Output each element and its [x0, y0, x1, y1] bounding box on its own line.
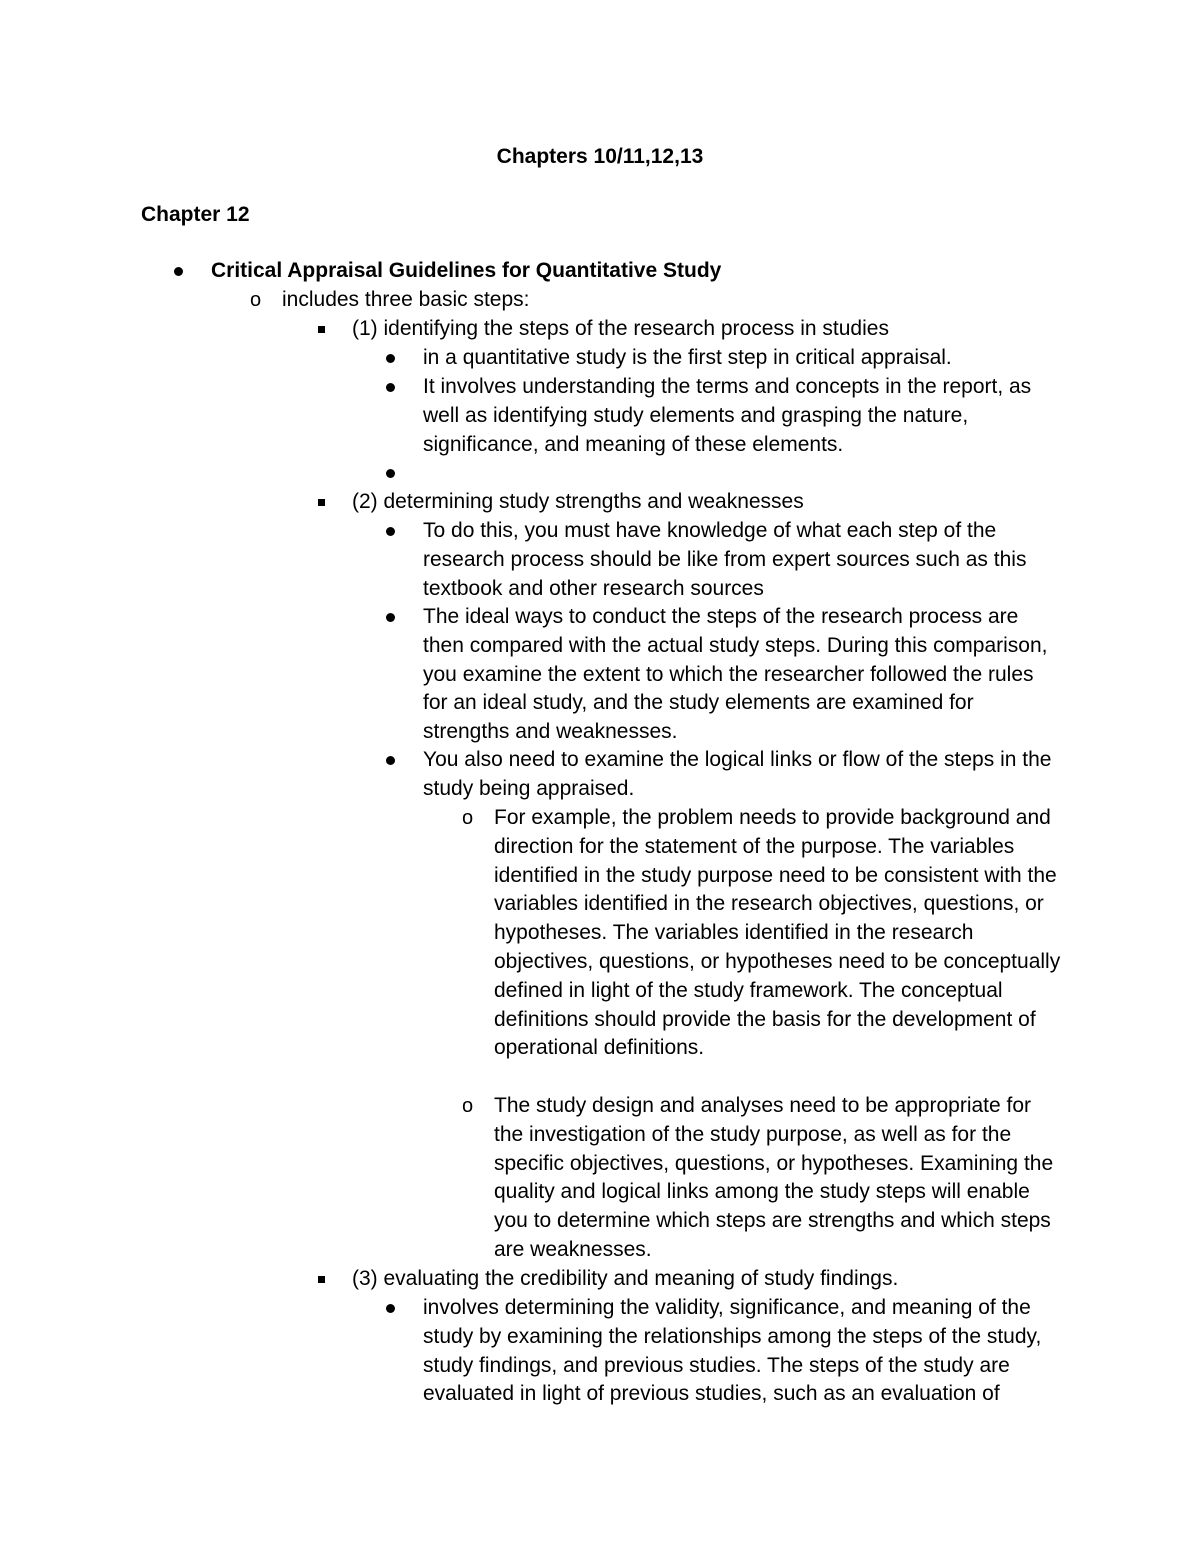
- outline-item-text: It involves understanding the terms and concepts in the report, as well as identifying study elements and grasping the nature, significance, and meaning of these elements.: [423, 375, 1032, 456]
- bullet-square-icon: [318, 1265, 325, 1294]
- bullet-dot-icon: [174, 257, 183, 286]
- outline-item-level3: [352, 315, 1092, 344]
- outline-item-text: The ideal ways to conduct the steps of the research process are then compared with the actual study steps. During this comparison, you examine the extent to which the researcher followed the rules for an ideal study, and the study elements are examined for strengths and weaknesses.: [423, 605, 1048, 744]
- outline-item-level4: [423, 517, 1063, 603]
- bullet-dot-icon: [386, 344, 395, 373]
- outline-item-level5: [462, 1092, 1064, 1265]
- outline-item-text: (1) identifying the steps of the research process in studies: [352, 317, 889, 340]
- outline-item-level4: [423, 344, 1063, 373]
- outline-item-level2: [250, 286, 1082, 315]
- document-title: Chapters 10/11,12,13: [496, 145, 704, 168]
- outline-item-level3: [352, 1265, 1092, 1294]
- outline-item-text: Critical Appraisal Guidelines for Quantitative Study: [211, 259, 722, 282]
- outline-item-text: involves determining the validity, significance, and meaning of the study by examining the relationships among the steps of the study, study findings, and previous studies. The steps of the study are evaluated in light of previous studies, such as an evaluation of: [423, 1296, 1042, 1406]
- outline-item-level4: [423, 603, 1063, 747]
- bullet-ring-icon: o: [462, 807, 474, 829]
- outline-item-text: For example, the problem needs to provide background and direction for the statement of the purpose. The variables identified in the study purpose need to be consistent with the variables identified in the research objectives, questions, or hypotheses. The variables identified in the research objectives, questions, or hypotheses need to be conceptually defined in light of the study framework. The conceptual definitions should provide the basis for the development of operational definitions.: [494, 806, 1061, 1060]
- bullet-dot-icon: [386, 1294, 395, 1323]
- outline-item-level1: [211, 257, 1111, 286]
- bullet-dot-icon: [386, 373, 395, 402]
- bullet-ring-icon: o: [250, 289, 262, 311]
- outline-item-level4: [423, 746, 1063, 804]
- bullet-dot-icon: [386, 459, 395, 488]
- bullet-ring-icon: o: [462, 1095, 474, 1117]
- outline-item-text: (2) determining study strengths and weaknesses: [352, 490, 804, 513]
- outline-item-level3: [352, 488, 1092, 517]
- outline-item-text: includes three basic steps:: [282, 288, 530, 311]
- bullet-dot-icon: [386, 517, 395, 546]
- bullet-dot-icon: [386, 746, 395, 775]
- chapter-heading: Chapter 12: [141, 203, 250, 226]
- outline-item-text: in a quantitative study is the first step in critical appraisal.: [423, 346, 952, 369]
- outline-item-level4-empty: [423, 459, 1063, 488]
- outline-item-level4: [423, 373, 1063, 459]
- bullet-dot-icon: [386, 603, 395, 632]
- bullet-square-icon: [318, 488, 325, 517]
- outline-item-text: To do this, you must have knowledge of what each step of the research process should be like from expert sources such as this textbook and other research sources: [423, 519, 1027, 600]
- outline-item-level4: [423, 1294, 1063, 1409]
- outline-item-text: The study design and analyses need to be appropriate for the investigation of the study purpose, as well as for the specific objectives, questions, or hypotheses. Examining the quality and logical links among the study steps will enable you to determine which steps are strengths and which steps are weaknesses.: [494, 1094, 1054, 1261]
- bullet-square-icon: [318, 315, 325, 344]
- outline-item-text: You also need to examine the logical links or flow of the steps in the study being appraised.: [423, 748, 1052, 800]
- outline-item-level5: [462, 804, 1064, 1063]
- outline-item-text: (3) evaluating the credibility and meaning of study findings.: [352, 1267, 899, 1290]
